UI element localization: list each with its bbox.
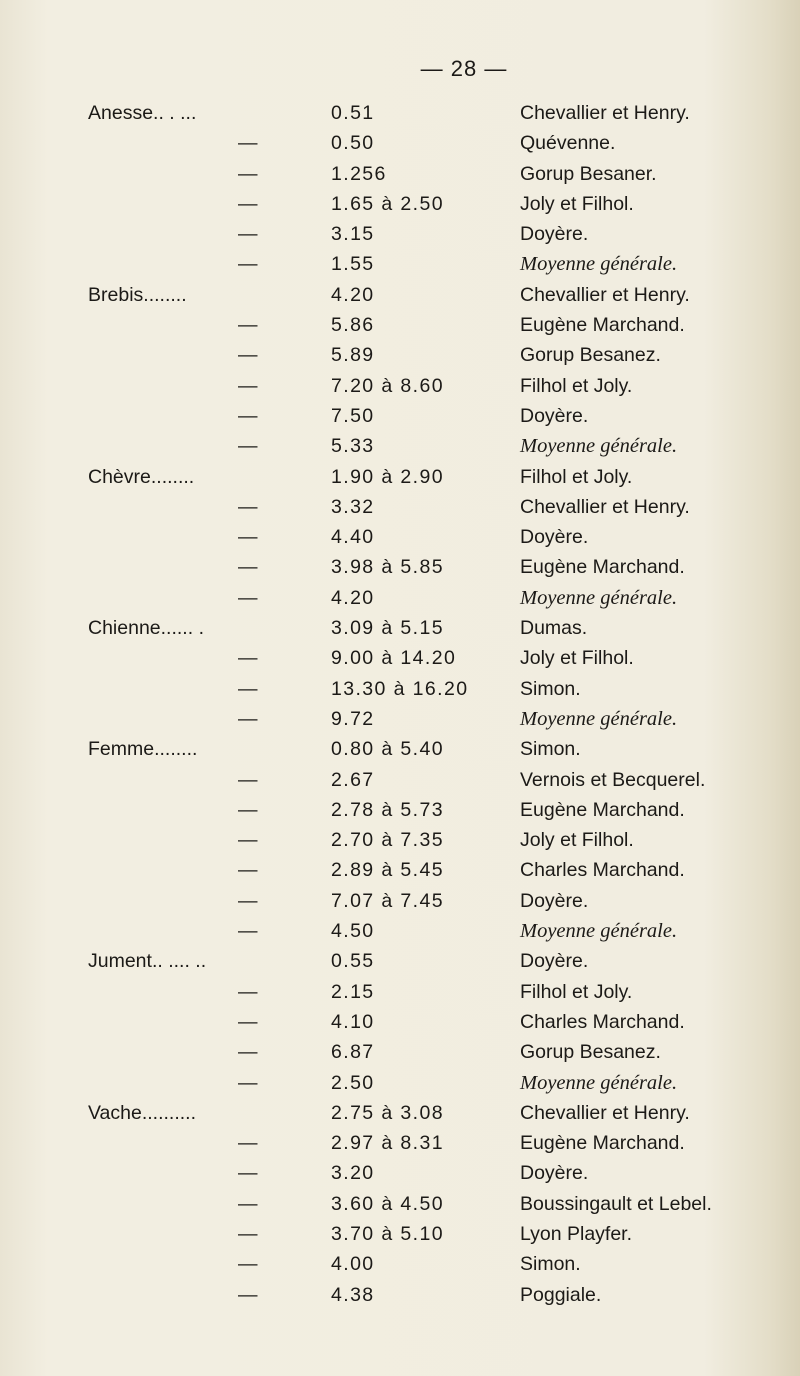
row-source: Doyère. [520, 889, 589, 912]
row-label: — [238, 1071, 258, 1094]
row-label: — [238, 404, 258, 427]
row-value: 3.15 [331, 223, 375, 246]
row-source: Doyère. [520, 223, 589, 246]
table-row [88, 855, 768, 885]
row-source: Gorup Besaner. [520, 162, 657, 185]
table-row [88, 219, 768, 249]
table-row [88, 280, 768, 310]
row-label: Chienne...... . [88, 617, 204, 640]
table-row [88, 1280, 768, 1310]
row-label: — [238, 829, 258, 852]
table-row [88, 1098, 768, 1128]
table-row [88, 159, 768, 189]
row-label: — [238, 1222, 258, 1245]
row-source: Moyenne générale. [520, 435, 678, 458]
row-value: 7.07 à 7.45 [331, 889, 444, 912]
table-row [88, 916, 768, 946]
row-source: Gorup Besanez. [520, 344, 661, 367]
table-row [88, 1249, 768, 1279]
row-value: 4.40 [331, 526, 375, 549]
row-value: 13.30 à 16.20 [331, 677, 469, 700]
row-source: Eugène Marchand. [520, 798, 685, 821]
row-source: Joly et Filhol. [520, 192, 634, 215]
row-label: — [238, 768, 258, 791]
table-row [88, 1037, 768, 1067]
table-row [88, 1068, 768, 1098]
row-label: — [238, 1253, 258, 1276]
table-row [88, 643, 768, 673]
table-row [88, 462, 768, 492]
row-source: Dumas. [520, 617, 588, 640]
row-value: 3.60 à 4.50 [331, 1192, 444, 1215]
row-source: Moyenne générale. [520, 1071, 678, 1094]
table-row [88, 825, 768, 855]
row-source: Filhol et Joly. [520, 465, 633, 488]
row-label: — [238, 435, 258, 458]
row-source: Chevallier et Henry. [520, 102, 690, 124]
row-value: 4.50 [331, 920, 375, 943]
row-label: — [238, 223, 258, 246]
table-row [88, 189, 768, 219]
row-label: Femme........ [88, 738, 198, 761]
table-row [88, 1219, 768, 1249]
row-source: Chevallier et Henry. [520, 495, 690, 518]
row-label: Vache.......... [88, 1101, 197, 1124]
row-value: 4.38 [331, 1283, 375, 1306]
row-source: Lyon Playfer. [520, 1222, 633, 1245]
row-label: — [238, 132, 258, 155]
table-row [88, 98, 768, 128]
row-label: — [238, 162, 258, 185]
row-label: — [238, 647, 258, 670]
row-label: Brebis........ [88, 283, 187, 306]
row-source: Chevallier et Henry. [520, 1101, 690, 1124]
row-value: 0.50 [331, 132, 375, 155]
row-value: 2.15 [331, 980, 375, 1003]
data-table [88, 98, 768, 1310]
row-value: 3.70 à 5.10 [331, 1222, 444, 1245]
table-row [88, 249, 768, 279]
row-source: Doyère. [520, 404, 589, 427]
table-row [88, 340, 768, 370]
table-row [88, 310, 768, 340]
row-value: 2.50 [331, 1071, 375, 1094]
row-source: Filhol et Joly. [520, 374, 633, 397]
table-row [88, 795, 768, 825]
row-label: — [238, 344, 258, 367]
row-value: 3.09 à 5.15 [331, 617, 444, 640]
row-source: Simon. [520, 738, 581, 761]
row-source: Boussingault et Lebel. [520, 1192, 712, 1215]
row-value: 4.00 [331, 1253, 375, 1276]
row-label: — [238, 1041, 258, 1064]
row-source: Doyère. [520, 1162, 589, 1185]
row-label: — [238, 1010, 258, 1033]
table-row [88, 552, 768, 582]
row-value: 1.90 à 2.90 [331, 465, 444, 488]
row-label: — [238, 556, 258, 579]
row-value: 2.67 [331, 768, 375, 791]
row-label: Anesse.. . ... [88, 102, 197, 124]
row-source: Joly et Filhol. [520, 829, 634, 852]
row-label: — [238, 889, 258, 912]
table-row [88, 1007, 768, 1037]
page-number: — 28 — [420, 56, 508, 81]
row-source: Doyère. [520, 950, 589, 973]
row-value: 3.98 à 5.85 [331, 556, 444, 579]
row-source: Simon. [520, 1253, 581, 1276]
row-source: Eugène Marchand. [520, 556, 685, 579]
row-value: 1.256 [331, 162, 387, 185]
table-row [88, 704, 768, 734]
row-value: 2.70 à 7.35 [331, 829, 444, 852]
row-source: Quévenne. [520, 132, 616, 155]
row-label: — [238, 677, 258, 700]
row-value: 5.86 [331, 314, 375, 337]
row-source: Eugène Marchand. [520, 1132, 685, 1155]
row-value: 3.32 [331, 495, 375, 518]
row-value: 2.78 à 5.73 [331, 798, 444, 821]
table-row [88, 431, 768, 461]
table-row [88, 371, 768, 401]
row-value: 7.20 à 8.60 [331, 374, 444, 397]
row-label: — [238, 314, 258, 337]
row-label: — [238, 859, 258, 882]
row-value: 5.89 [331, 344, 375, 367]
table-row [88, 1128, 768, 1158]
row-value: 7.50 [331, 404, 375, 427]
row-label: — [238, 1192, 258, 1215]
row-label: — [238, 192, 258, 215]
row-value: 0.80 à 5.40 [331, 738, 444, 761]
row-source: Charles Marchand. [520, 1010, 685, 1033]
table-row [88, 401, 768, 431]
row-source: Moyenne générale. [520, 586, 678, 609]
row-label: — [238, 798, 258, 821]
row-source: Moyenne générale. [520, 253, 678, 276]
row-value: 0.55 [331, 950, 375, 973]
row-value: 2.97 à 8.31 [331, 1132, 444, 1155]
row-value: 6.87 [331, 1041, 375, 1064]
row-label: Chèvre........ [88, 465, 195, 488]
row-label: — [238, 1283, 258, 1306]
row-source: Joly et Filhol. [520, 647, 634, 670]
table-row [88, 613, 768, 643]
row-value: 4.20 [331, 283, 375, 306]
row-label: — [238, 980, 258, 1003]
row-value: 2.89 à 5.45 [331, 859, 444, 882]
row-value: 9.72 [331, 707, 375, 730]
row-source: Filhol et Joly. [520, 980, 633, 1003]
row-source: Moyenne générale. [520, 707, 678, 730]
row-label: — [238, 707, 258, 730]
row-label: — [238, 1132, 258, 1155]
table-row [88, 522, 768, 552]
table-row [88, 886, 768, 916]
row-value: 4.10 [331, 1010, 375, 1033]
row-value: 1.55 [331, 253, 375, 276]
row-source: Gorup Besanez. [520, 1041, 661, 1064]
row-value: 2.75 à 3.08 [331, 1101, 444, 1124]
row-value: 3.20 [331, 1162, 375, 1185]
row-source: Poggiale. [520, 1283, 602, 1306]
row-label: Jument.. .... .. [88, 950, 207, 973]
table-row [88, 946, 768, 976]
row-label: — [238, 374, 258, 397]
table-row [88, 1189, 768, 1219]
row-label: — [238, 495, 258, 518]
row-label: — [238, 586, 258, 609]
row-label: — [238, 920, 258, 943]
table-row [88, 977, 768, 1007]
row-source: Moyenne générale. [520, 920, 678, 943]
row-value: 5.33 [331, 435, 375, 458]
row-source: Vernois et Becquerel. [520, 768, 706, 791]
table-row [88, 765, 768, 795]
row-value: 9.00 à 14.20 [331, 647, 457, 670]
table-row [88, 734, 768, 764]
table-row [88, 128, 768, 158]
table-row [88, 492, 768, 522]
row-source: Chevallier et Henry. [520, 283, 690, 306]
row-label: — [238, 526, 258, 549]
row-value: 0.51 [331, 102, 375, 124]
row-value: 4.20 [331, 586, 375, 609]
row-source: Simon. [520, 677, 581, 700]
row-label: — [238, 253, 258, 276]
row-source: Charles Marchand. [520, 859, 685, 882]
table-row [88, 583, 768, 613]
row-value: 1.65 à 2.50 [331, 192, 444, 215]
table-row [88, 674, 768, 704]
table-row [88, 1158, 768, 1188]
row-label: — [238, 1162, 258, 1185]
row-source: Doyère. [520, 526, 589, 549]
row-source: Eugène Marchand. [520, 314, 685, 337]
